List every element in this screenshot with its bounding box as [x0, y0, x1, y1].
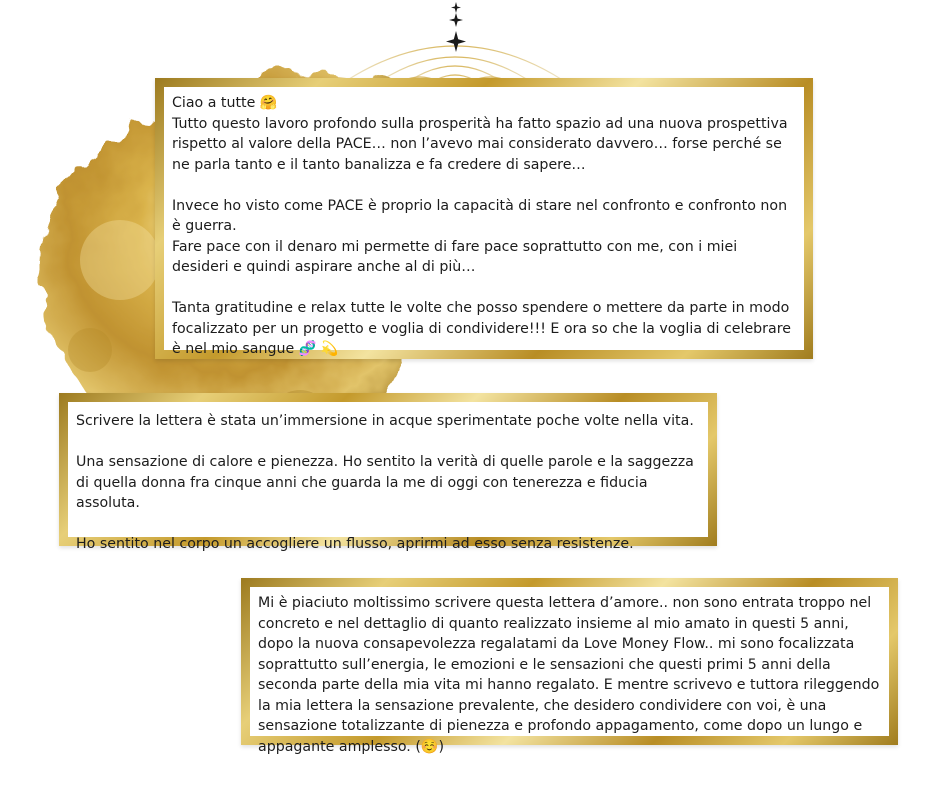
testimonial-card-1 [155, 78, 813, 359]
card-2-line: Scrivere la lettera è stata un’immersione in acque sperimentate poche volte nella vita. [76, 413, 694, 429]
card-1-line: Fare pace con il denaro mi permette di fare pace soprattutto con me, con i miei desideri e quindi aspirare anche al di più… [172, 238, 738, 275]
card-3-line: Mi è piaciuto moltissimo scrivere questa lettera d’amore.. non sono entrata troppo nel concreto e nel dettaglio di quanto realizzato insieme al mio amato in questi 5 anni, dopo la nuova consapevolezza regalatami da Love Money Flow.. mi sono focalizzata soprattutto sull’energia, le emozioni e le sensazioni che questi primi 5 anni della seconda parte della mia vita mi hanno regalato. E mentre scrivevo e tuttora rileggendo la mia lettera la sensazione prevalente, che desidero condividere con voi, è una sensazione totalizzante di pienezza e profondo appagamento, come dopo un lungo e appagante amplesso. (☺️) [258, 595, 880, 755]
testimonial-card-3-body [250, 587, 889, 755]
card-1-line: Tanta gratitudine e relax tutte le volte che posso spendere o mettere da parte in modo focalizzato per un progetto e voglia di condividere!!! E ora so che la voglia di celebrare è nel mio sangue 🧬 💫 [172, 300, 791, 357]
paragraph-gap [172, 278, 796, 299]
paragraph-gap [76, 432, 700, 453]
card-2-line: Ho sentito nel corpo un accogliere un flusso, aprirmi ad esso senza resistenze. [76, 536, 634, 552]
testimonial-card-2-body [68, 402, 708, 552]
sparkle-icon [446, 2, 466, 52]
testimonial-card-3 [241, 578, 898, 755]
card-1-line: Tutto questo lavoro profondo sulla prosperità ha fatto spazio ad una nuova prospettiva rispetto al valore della PACE… non l’avevo mai considerato davvero… forse perché se ne parla tanto e il tanto banalizza e fa credere di sapere… [172, 115, 788, 173]
paragraph-gap [172, 175, 796, 196]
testimonial-card-2 [59, 393, 717, 552]
card-1-line: Invece ho visto come PACE è proprio la capacità di stare nel confronto e confronto non è guerra. [172, 197, 788, 234]
testimonial-card-1-body [164, 87, 804, 357]
paragraph-gap [76, 514, 700, 535]
card-2-line: Una sensazione di calore e pienezza. Ho sentito la verità di quelle parole e la saggezza di quella donna fra cinque anni che guarda la me di oggi con tenerezza e fiducia assoluta. [76, 454, 694, 511]
card-1-line: Ciao a tutte 🤗 [172, 95, 278, 111]
